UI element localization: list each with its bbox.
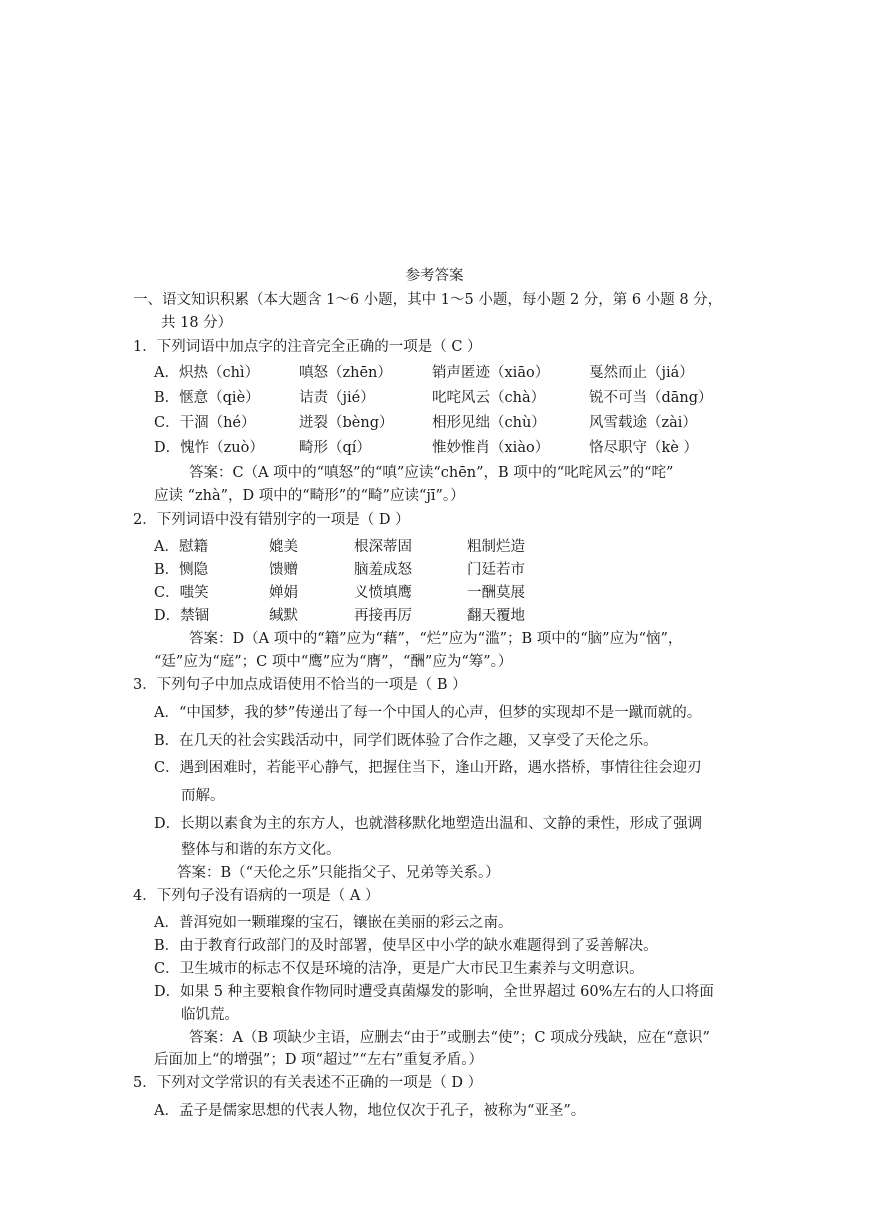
q2-a-1: A．慰籍 xyxy=(154,539,208,555)
q2-a-2: 媲美 xyxy=(269,539,298,555)
section-title-line-2: 共 18 分） xyxy=(161,315,233,331)
q1-a-1: A．炽热（chì） xyxy=(154,365,260,381)
q4-option-a: A．普洱宛如一颗璀璨的宝石，镶嵌在美丽的彩云之南。 xyxy=(154,915,513,931)
q3-stem: 3．下列句子中加点成语使用不恰当的一项是（ B ） xyxy=(133,677,467,693)
q2-b-3: 脑羞成怒 xyxy=(354,562,412,578)
q1-d-3: 惟妙惟肖（xiào） xyxy=(432,440,550,456)
q2-b-4: 门廷若市 xyxy=(467,562,525,578)
q2-c-3: 义愤填鹰 xyxy=(354,585,412,601)
q4-option-d-line-1: D．如果 5 种主要粮食作物同时遭受真菌爆发的影响，全世界超过 60%左右的人口将面 xyxy=(154,984,714,1000)
q4-stem: 4．下列句子没有语病的一项是（ A ） xyxy=(133,888,380,904)
section-title-line-1: 一、语文知识积累（本大题含 1～6 小题，其中 1～5 小题，每小题 2 分，第 6 小题 8 分， xyxy=(133,292,723,308)
q2-c-4: 一酬莫展 xyxy=(467,585,525,601)
q1-d-2: 畸形（qí） xyxy=(299,440,371,456)
q3-option-d-line-2: 整体与和谐的东方文化。 xyxy=(181,842,341,858)
q2-answer-line-2: “廷”应为“庭”；C 项中“鹰”应为“膺”，“酬”应为“筹”。） xyxy=(154,654,513,670)
q1-b-1: B．惬意（qiè） xyxy=(154,390,260,406)
q2-c-2: 婵娟 xyxy=(269,585,298,601)
q1-c-2: 迸裂（bèng） xyxy=(299,415,394,431)
q2-d-3: 再接再厉 xyxy=(354,608,412,624)
q4-option-c: C．卫生城市的标志不仅是环境的洁净，更是广大市民卫生素养与文明意识。 xyxy=(154,961,644,977)
q1-c-3: 相形见绌（chù） xyxy=(432,415,546,431)
q1-d-4: 恪尽职守（kè ） xyxy=(589,440,698,456)
q3-option-c-line-1: C．遇到困难时，若能平心静气，把握住当下，逢山开路，遇水搭桥，事情往往会迎刃 xyxy=(154,760,702,776)
q5-stem: 5．下列对文学常识的有关表述不正确的一项是（ D ） xyxy=(133,1075,483,1091)
q2-c-1: C．嗤笑 xyxy=(154,585,209,601)
q1-b-3: 叱咤风云（chà） xyxy=(432,390,546,406)
q2-answer-line-1: 答案：D（A 项中的“籍”应为“藉”，“烂”应为“滥”；B 项中的“脑”应为“恼”， xyxy=(189,631,683,647)
q1-answer-line-1: 答案：C（A 项中的“嗔怒”的“嗔”应读“chēn”，B 项中的“叱咤风云”的“咤” xyxy=(189,465,674,481)
page-title: 参考答案 xyxy=(405,268,464,284)
q1-d-1: D．愧怍（zuò） xyxy=(154,440,264,456)
q1-answer-line-2: 应读 “zhà”，D 项中的“畸形”的“畸”应读“jī”。） xyxy=(154,488,465,504)
q3-option-a: A．“中国梦，我的梦”传递出了每一个中国人的心声，但梦的实现却不是一蹴而就的。 xyxy=(154,705,702,721)
q4-answer-line-1: 答案：A（B 项缺少主语，应删去“由于”或删去“使”；C 项成分残缺，应在“意识” xyxy=(189,1030,710,1046)
q1-a-3: 销声匿迹（xiāo） xyxy=(432,365,550,381)
q1-stem: 1．下列词语中加点字的注音完全正确的一项是（ C ） xyxy=(133,339,482,355)
q1-b-4: 锐不可当（dāng） xyxy=(589,390,713,406)
q2-stem: 2．下列词语中没有错别字的一项是（ D ） xyxy=(133,512,410,528)
q2-b-2: 馈赠 xyxy=(269,562,298,578)
q3-option-c-line-2: 而解。 xyxy=(181,788,225,804)
q2-d-1: D．禁锢 xyxy=(154,608,210,624)
q4-option-b: B．由于教育行政部门的及时部署，使旱区中小学的缺水难题得到了妥善解决。 xyxy=(154,938,658,954)
q1-a-4: 戛然而止（jiá） xyxy=(589,365,694,381)
q2-b-1: B．恻隐 xyxy=(154,562,209,578)
q3-option-b: B．在几天的社会实践活动中，同学们既体验了合作之趣，又享受了天伦之乐。 xyxy=(154,733,658,749)
q3-answer: 答案：B（“天伦之乐”只能指父子、兄弟等关系。） xyxy=(177,865,500,881)
q2-a-4: 粗制烂造 xyxy=(467,539,525,555)
q4-option-d-line-2: 临饥荒。 xyxy=(181,1007,239,1023)
q4-answer-line-2: 后面加上“的增强”；D 项“超过”“左右”重复矛盾。） xyxy=(154,1052,483,1068)
q2-d-4: 翻天覆地 xyxy=(467,608,525,624)
q1-b-2: 诘责（jié） xyxy=(299,390,375,406)
q3-option-d-line-1: D．长期以素食为主的东方人，也就潜移默化地塑造出温和、文静的秉性，形成了强调 xyxy=(154,816,703,832)
q1-c-4: 风雪载途（zài） xyxy=(589,415,697,431)
q1-a-2: 嗔怒（zhēn） xyxy=(299,365,392,381)
q2-d-2: 缄默 xyxy=(269,608,298,624)
q1-c-1: C．干涸（hé） xyxy=(154,415,256,431)
q5-option-a: A．孟子是儒家思想的代表人物，地位仅次于孔子，被称为“亚圣”。 xyxy=(154,1103,586,1119)
q2-a-3: 根深蒂固 xyxy=(354,539,412,555)
